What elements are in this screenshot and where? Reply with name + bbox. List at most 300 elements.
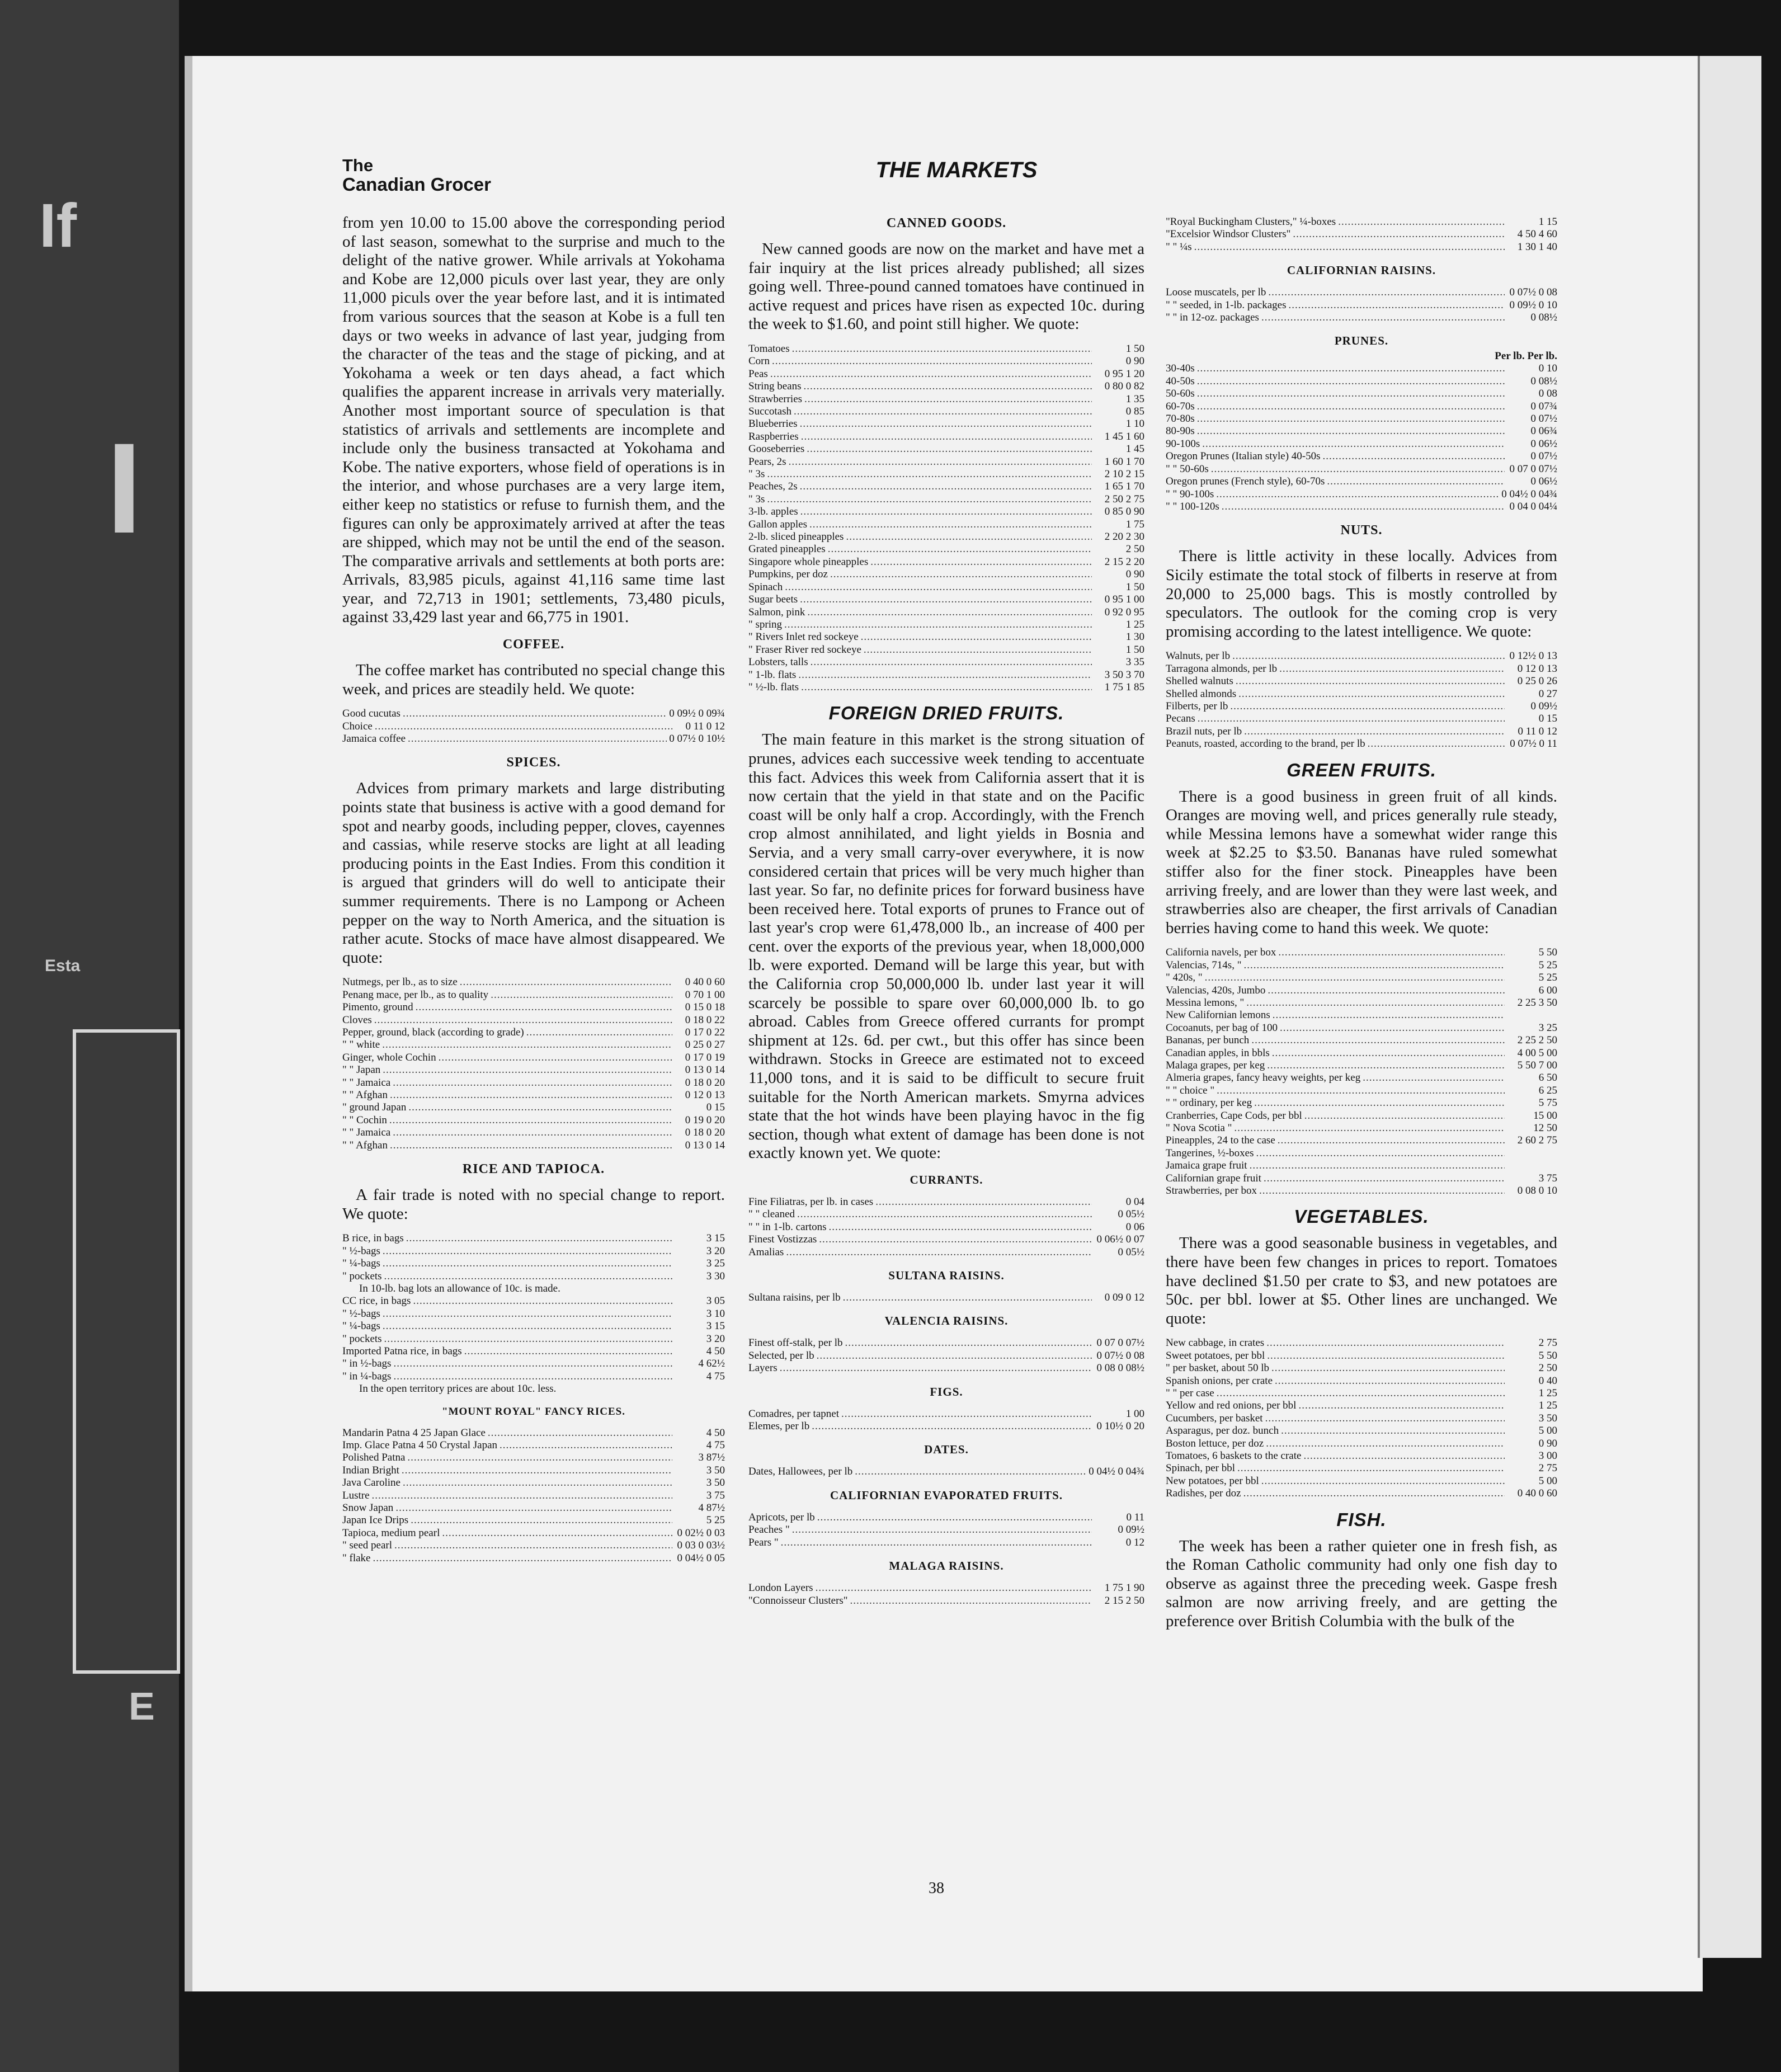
- item-price: 5 25: [1538, 972, 1557, 984]
- item-name: Cranberries, Cape Cods, per bbl: [1166, 1109, 1302, 1122]
- dot-leader: [875, 1196, 1092, 1208]
- dot-leader: [780, 1362, 1092, 1374]
- item-price: 4 00 5 00: [1517, 1047, 1557, 1059]
- dot-leader: [1266, 1438, 1505, 1450]
- item-price: 0 11: [1126, 1511, 1144, 1523]
- price-row: [748, 368, 1144, 380]
- price-row: [342, 1089, 725, 1101]
- dot-leader: [395, 1502, 672, 1514]
- price-row: [748, 506, 1144, 518]
- item-price: 0 25 0 26: [1517, 675, 1557, 687]
- dot-leader: [804, 393, 1092, 406]
- price-row: [1166, 663, 1557, 675]
- price-row: [1166, 362, 1557, 375]
- item-name: Peas: [748, 368, 768, 380]
- item-name: " " cleaned: [748, 1208, 795, 1221]
- item-name: Gooseberries: [748, 443, 805, 455]
- item-price: 5 00: [1538, 1425, 1557, 1437]
- dot-leader: [1217, 1387, 1505, 1400]
- item-price: 3 20: [706, 1245, 725, 1257]
- dot-leader: [1259, 1185, 1505, 1197]
- price-row: [748, 456, 1144, 468]
- canned-goods-paragraph: New canned goods are now on the market and have met a fair inquiry at the list prices already published; all sizes going well. Three-pound canned tomatoes have continued in active request and prices have risen as expected 10c. during the week to $1.60, and point still higher. We quote:: [748, 240, 1144, 333]
- dot-leader: [402, 1464, 672, 1477]
- item-name: " " ordinary, per keg: [1166, 1097, 1252, 1109]
- item-price: 15 00: [1533, 1109, 1557, 1122]
- item-name: Peanuts, roasted, according to the brand, per lb: [1166, 738, 1365, 750]
- price-row: [342, 1502, 725, 1514]
- green-fruits-paragraph: There is a good business in green fruit of all kinds. Oranges are moving well, and prices generally rule steady, while Messina lemons have a somewhat wider range this week at $2.25 to $3.50. Bananas have ruled somewhat stiffer also for the finer stock. Pineapples have been arriving freely, and are lower than they were last week, and strawberries also are cheaper, the first arrivals of Canadian berries having come to hand this week. We quote:: [1166, 787, 1557, 937]
- dot-leader: [800, 506, 1092, 518]
- item-name: Spinach: [748, 581, 783, 593]
- dot-leader: [383, 1320, 672, 1332]
- item-name: " " Afghan: [342, 1139, 388, 1151]
- item-price: 2 75: [1538, 1337, 1557, 1349]
- price-row: [748, 1408, 1144, 1420]
- item-name: Loose muscatels, per lb: [1166, 286, 1266, 299]
- item-name: " in ¼-bags: [342, 1370, 392, 1382]
- item-name: Pears, 2s: [748, 455, 786, 468]
- dot-leader: [1244, 726, 1505, 738]
- price-row: [1166, 1400, 1557, 1412]
- item-name: Pineapples, 24 to the case: [1166, 1134, 1275, 1147]
- rice-note-2: In the open territory prices are about 10c. less.: [359, 1383, 557, 1395]
- journal-line-2: Canadian Grocer: [342, 174, 491, 195]
- item-name: Dates, Hallowees, per lb: [748, 1466, 853, 1478]
- item-price: 1 75: [1125, 518, 1144, 530]
- price-row: [342, 1539, 725, 1552]
- dot-leader: [383, 1308, 672, 1320]
- item-name: Shelled almonds: [1166, 687, 1237, 700]
- dot-leader: [1280, 1022, 1505, 1034]
- dot-leader: [1216, 488, 1499, 501]
- dot-leader: [1264, 1172, 1505, 1185]
- price-row: [1166, 1072, 1557, 1084]
- item-price: 0 04: [1125, 1196, 1144, 1208]
- price-row: [748, 1362, 1144, 1374]
- dot-leader: [1327, 475, 1505, 488]
- price-row: [748, 656, 1144, 668]
- item-name: Tangerines, ½-boxes: [1166, 1147, 1254, 1159]
- dot-leader: [526, 1026, 672, 1039]
- price-row: [342, 1464, 725, 1477]
- item-name: " " seeded, in 1-lb. packages: [1166, 299, 1287, 311]
- spices-heading: SPICES.: [506, 755, 561, 770]
- dot-leader: [1304, 1110, 1505, 1122]
- price-row: [342, 1270, 725, 1283]
- item-name: Finest Vostizzas: [748, 1233, 817, 1246]
- item-name: " Rivers Inlet red sockeye: [748, 631, 859, 643]
- item-price: 1 75 1 85: [1104, 681, 1144, 693]
- item-name: Amalias: [748, 1246, 784, 1258]
- item-price: 5 00: [1538, 1475, 1557, 1487]
- item-price: 5 75: [1538, 1097, 1557, 1109]
- dot-leader: [407, 1452, 672, 1464]
- item-name: " seed pearl: [342, 1539, 392, 1552]
- rice-price-list-2: [342, 1295, 725, 1383]
- price-row: [748, 568, 1144, 581]
- item-name: Canadian apples, in bbls: [1166, 1047, 1270, 1059]
- item-price: 0 10: [1538, 362, 1557, 375]
- price-row: [342, 1039, 725, 1051]
- item-price: 4 50 4 60: [1517, 228, 1557, 241]
- dot-leader: [1261, 1475, 1505, 1487]
- tea-paragraph: from yen 10.00 to 15.00 above the corresponding period of last season, somewhat to the surprise and much to the delight of the native grower. While arrivals at Yokohama and Kobe are 12,000 piculs over last year, they are only 11,000 piculs over the year before last, and it is intimated from various sources that the season at Kobe is a full ten days or two weeks in advance of last year, judging from the character of the teas and the stage of picking, and at Yokohama a week or ten days ahead, a fact which qualifies the apparent increase in arrivals very materially. Another most important source of speculation is that statistics of arrivals and settlements are incomplete and include only the business transacted at Yokohama and Kobe. The native exporters, whose field of operations is in the interior, and whose purchases are a very large item, either keep no statistics or refuse to furnish them, and the figures can only be approximately arrived at after the teas are shipped, which may not be until the end of the season. The comparative arrivals and settlements at both ports are: Arrivals, 83,985 piculs, against 41,116 same time last year, and 72,713 in 1901; settlements, 73,480 piculs, against 33,429 last year and 66,775 in 1901.: [342, 214, 725, 627]
- dot-leader: [1217, 1085, 1505, 1097]
- evaporated-price-list: [748, 1511, 1144, 1549]
- item-name: Sweet potatoes, per bbl: [1166, 1349, 1265, 1362]
- item-name: Yellow and red onions, per bbl: [1166, 1400, 1297, 1412]
- price-row: [342, 1001, 725, 1014]
- item-price: 2 75: [1538, 1462, 1557, 1475]
- item-price: 0 06: [1125, 1221, 1144, 1233]
- item-name: Valencias, 714s, ": [1166, 959, 1242, 971]
- item-name: "Connoisseur Clusters": [748, 1594, 848, 1607]
- price-row: [1166, 312, 1557, 324]
- dot-leader: [403, 1477, 672, 1489]
- spices-paragraph: Advices from primary markets and large distributing points state that business is active with a good demand for spot and nearby goods, including pepper, cloves, cayennes and cassias, while reserve stocks are light at all leading producing points in the East Indies. From this condition it is argued that grinders will do well to anticipate their summer requirements. There is no Lampong or Acheen pepper on the way to North America, and the situation is rather acute. Stocks of mace have almost disappeared. We quote:: [342, 779, 725, 967]
- item-price: 1 25: [1125, 618, 1144, 630]
- price-row: [748, 543, 1144, 555]
- dot-leader: [406, 1232, 672, 1245]
- dot-leader: [817, 1350, 1092, 1362]
- price-row: [342, 1114, 725, 1127]
- item-price: 1 30 1 40: [1517, 241, 1557, 253]
- item-price: 2 15 2 50: [1104, 1594, 1144, 1607]
- dot-leader: [1250, 1160, 1505, 1172]
- item-name: 70-80s: [1166, 413, 1195, 425]
- price-row: [342, 1014, 725, 1026]
- coffee-paragraph: The coffee market has contributed no special change this week, and prices are steadily held. We quote:: [342, 661, 725, 698]
- price-row: [342, 1514, 725, 1527]
- item-name: Choice: [342, 720, 373, 732]
- dot-leader: [1272, 1047, 1505, 1059]
- price-row: [1166, 726, 1557, 738]
- price-row: [748, 1511, 1144, 1524]
- column-3: [1166, 214, 1557, 1640]
- clusters-price-list: [1166, 216, 1557, 253]
- item-name: Succotash: [748, 406, 792, 417]
- item-price: 0 09½: [1118, 1524, 1144, 1536]
- price-row: [1166, 488, 1557, 501]
- price-row: [1166, 1047, 1557, 1059]
- dot-leader: [770, 368, 1092, 380]
- dot-leader: [800, 481, 1092, 493]
- price-row: [1166, 1362, 1557, 1374]
- item-name: " " in 12-oz. packages: [1166, 312, 1259, 324]
- malaga-price-list: [748, 1582, 1144, 1607]
- price-row: [1166, 438, 1557, 450]
- item-name: " Nova Scotia ": [1166, 1122, 1232, 1134]
- item-name: California navels, per box: [1166, 946, 1276, 959]
- item-price: 0 07¾: [1530, 400, 1557, 412]
- item-price: 0 07½: [1530, 450, 1557, 463]
- item-name: " flake: [342, 1552, 371, 1564]
- page-edge: [1698, 56, 1761, 1958]
- price-row: [748, 1208, 1144, 1221]
- prunes-heading: PRUNES.: [1334, 334, 1389, 348]
- item-price: 5 50 7 00: [1517, 1059, 1557, 1071]
- figs-price-list: [748, 1408, 1144, 1433]
- item-name: " 1-lb. flats: [748, 668, 797, 681]
- dot-leader: [850, 1595, 1092, 1607]
- price-row: [342, 1371, 725, 1383]
- price-row: [1166, 700, 1557, 713]
- item-price: 0 40 0 60: [685, 976, 725, 988]
- price-row: [1166, 1475, 1557, 1487]
- item-price: 3 10: [706, 1307, 725, 1320]
- journal-name: [342, 157, 491, 195]
- item-name: Good cucutas: [342, 708, 401, 720]
- dot-leader: [855, 1466, 1086, 1478]
- item-price: 0 85 0 90: [1104, 506, 1144, 518]
- price-row: [1166, 216, 1557, 228]
- item-price: 1 15: [1538, 216, 1557, 228]
- item-price: 6 00: [1538, 984, 1557, 996]
- item-price: 1 50: [1125, 581, 1144, 593]
- price-row: [1166, 228, 1557, 241]
- item-price: 0 18 0 20: [685, 1076, 725, 1089]
- dot-leader: [1222, 501, 1505, 513]
- mount-royal-price-list: [342, 1427, 725, 1565]
- item-price: 0 06½ 0 07: [1096, 1233, 1144, 1246]
- dot-leader: [1254, 1097, 1505, 1109]
- price-row: [1166, 501, 1557, 513]
- price-row: [1166, 1160, 1557, 1172]
- price-row: [748, 406, 1144, 418]
- mount-royal-heading: "MOUNT ROYAL" FANCY RICES.: [442, 1405, 625, 1418]
- price-row: [342, 1127, 725, 1139]
- nuts-price-list: [1166, 650, 1557, 750]
- item-price: 0 09 0 12: [1104, 1292, 1144, 1304]
- item-name: Imported Patna rice, in bags: [342, 1345, 462, 1357]
- dot-leader: [767, 493, 1092, 506]
- item-price: 6 25: [1538, 1084, 1557, 1096]
- item-price: 0 17 0 22: [685, 1026, 725, 1039]
- dot-leader: [794, 406, 1092, 418]
- price-row: [748, 669, 1144, 681]
- dot-leader: [1205, 972, 1505, 984]
- dot-leader: [1368, 738, 1505, 750]
- item-price: 3 15: [706, 1232, 725, 1245]
- dot-leader: [1281, 1425, 1505, 1437]
- item-name: " " 50-60s: [1166, 463, 1209, 475]
- prunes-price-list: [1166, 362, 1557, 513]
- price-row: [748, 493, 1144, 506]
- dot-leader: [843, 1292, 1092, 1304]
- price-row: [1166, 1097, 1557, 1109]
- dot-leader: [803, 380, 1092, 393]
- adjacent-page-strip: [0, 0, 179, 2072]
- item-name: " " Jamaica: [342, 1127, 391, 1139]
- item-name: Indian Bright: [342, 1464, 399, 1476]
- price-row: [342, 1527, 725, 1539]
- journal-line-1: The: [342, 156, 374, 175]
- item-name: Fine Filiatras, per lb. in cases: [748, 1196, 874, 1208]
- item-price: 4 50: [706, 1426, 725, 1439]
- price-row: [342, 1101, 725, 1114]
- item-name: Sugar beets: [748, 594, 798, 606]
- item-price: 2 15 2 20: [1104, 555, 1144, 568]
- dot-leader: [393, 1371, 672, 1383]
- item-name: Tapioca, medium pearl: [342, 1527, 440, 1539]
- item-price: 4 62½: [698, 1358, 725, 1370]
- item-price: 0 03 0 03½: [677, 1539, 725, 1552]
- price-row: [342, 733, 725, 745]
- item-price: 1 60 1 70: [1104, 455, 1144, 468]
- item-price: 0 12 0 13: [685, 1089, 725, 1101]
- item-name: Strawberries, per box: [1166, 1185, 1257, 1197]
- item-name: " ½-lb. flats: [748, 681, 799, 693]
- price-row: [1166, 650, 1557, 662]
- item-name: "Royal Buckingham Clusters," ¼-boxes: [1166, 216, 1336, 228]
- item-price: 0 13 0 14: [685, 1064, 725, 1076]
- item-price: 0 07 0 07½: [1509, 463, 1557, 475]
- dot-leader: [786, 1246, 1092, 1259]
- dot-leader: [382, 1039, 672, 1051]
- price-row: [1166, 1122, 1557, 1134]
- item-price: 2 10 2 15: [1104, 468, 1144, 481]
- item-name: Jamaica grape fruit: [1166, 1160, 1247, 1172]
- dot-leader: [1298, 1400, 1505, 1412]
- item-name: Layers: [748, 1362, 778, 1374]
- item-price: 3 75: [706, 1489, 725, 1501]
- price-row: [1166, 959, 1557, 972]
- price-row: [1166, 1172, 1557, 1185]
- price-row: [748, 1524, 1144, 1536]
- item-name: " ground Japan: [342, 1101, 407, 1114]
- item-name: Pumpkins, per doz: [748, 568, 828, 581]
- dot-leader: [784, 619, 1092, 631]
- price-row: [342, 1026, 725, 1039]
- item-name: " " 90-100s: [1166, 488, 1214, 500]
- dot-leader: [817, 1511, 1092, 1524]
- item-name: " ½-bags: [342, 1307, 380, 1320]
- item-price: 4 87½: [698, 1502, 725, 1514]
- price-row: [748, 1292, 1144, 1304]
- prunes-column-header: Per lb. Per lb.: [1495, 350, 1557, 362]
- dot-leader: [1273, 1009, 1505, 1021]
- dot-leader: [1268, 985, 1505, 997]
- item-price: 0 08½: [1530, 312, 1557, 324]
- dot-leader: [1293, 228, 1505, 241]
- item-name: Tomatoes: [748, 342, 790, 355]
- item-name: " " Cochin: [342, 1114, 387, 1126]
- price-row: [342, 1345, 725, 1358]
- price-row: [342, 1245, 725, 1258]
- price-row: [748, 594, 1144, 606]
- item-price: 4 75: [706, 1370, 725, 1382]
- price-row: [1166, 1375, 1557, 1387]
- price-row: [1166, 1387, 1557, 1400]
- dot-leader: [1197, 425, 1505, 437]
- price-row: [748, 1537, 1144, 1549]
- item-price: 3 35: [1125, 656, 1144, 668]
- item-name: " in ½-bags: [342, 1358, 392, 1370]
- item-name: Peaches ": [748, 1524, 790, 1536]
- item-price: 2 60 2 75: [1517, 1134, 1557, 1147]
- dot-leader: [373, 1552, 672, 1565]
- item-name: Californian grape fruit: [1166, 1172, 1261, 1184]
- item-name: Oregon Prunes (Italian style) 40-50s: [1166, 450, 1321, 463]
- item-price: 0 15 0 18: [685, 1001, 725, 1014]
- item-price: 12 50: [1533, 1122, 1557, 1134]
- dot-leader: [1246, 997, 1505, 1009]
- item-price: 3 25: [706, 1258, 725, 1270]
- item-name: Pepper, ground, black (according to grade): [342, 1026, 524, 1039]
- dot-leader: [383, 1258, 672, 1270]
- currants-heading: CURRANTS.: [910, 1173, 983, 1186]
- item-name: " pockets: [342, 1270, 382, 1282]
- price-row: [1166, 675, 1557, 687]
- dot-leader: [439, 1052, 672, 1064]
- item-price: 0 80 0 82: [1104, 380, 1144, 393]
- item-name: " " per case: [1166, 1387, 1214, 1399]
- dot-leader: [383, 1064, 672, 1076]
- item-name: " ½-bags: [342, 1245, 380, 1257]
- item-price: 0 40: [1538, 1374, 1557, 1387]
- price-row: [1166, 450, 1557, 463]
- item-price: 3 75: [1538, 1172, 1557, 1184]
- dot-leader: [772, 355, 1092, 368]
- ghost-text-d: E: [129, 1684, 155, 1728]
- item-name: Almeria grapes, fancy heavy weights, per keg: [1166, 1072, 1361, 1084]
- dot-leader: [829, 1221, 1092, 1233]
- price-row: [1166, 401, 1557, 413]
- price-row: [748, 531, 1144, 543]
- item-price: 0 15: [1538, 713, 1557, 725]
- price-row: [748, 380, 1144, 393]
- price-row: [342, 976, 725, 988]
- item-price: 0 95 1 00: [1104, 594, 1144, 606]
- dot-leader: [800, 418, 1092, 430]
- item-price: 2 25 3 50: [1517, 996, 1557, 1009]
- price-row: [748, 1350, 1144, 1362]
- price-row: [1166, 946, 1557, 959]
- dot-leader: [1230, 700, 1505, 713]
- price-row: [748, 1466, 1144, 1478]
- ghost-text-c: Esta: [45, 957, 81, 975]
- dot-leader: [1279, 663, 1505, 675]
- price-row: [748, 1196, 1144, 1208]
- item-price: 0 15: [706, 1101, 725, 1114]
- price-row: [1166, 985, 1557, 997]
- item-price: 2 25 2 50: [1517, 1034, 1557, 1047]
- price-row: [1166, 475, 1557, 488]
- price-row: [342, 1295, 725, 1307]
- ghost-text-b: I: [106, 416, 142, 560]
- price-row: [748, 556, 1144, 568]
- price-row: [748, 1221, 1144, 1233]
- item-name: 2-lb. sliced pineapples: [748, 531, 844, 543]
- item-price: 1 75 1 90: [1104, 1582, 1144, 1594]
- item-name: " per basket, about 50 lb: [1166, 1362, 1270, 1374]
- item-name: Grated pineapples: [748, 543, 826, 555]
- dot-leader: [861, 631, 1092, 643]
- item-price: 0 07½ 0 08: [1509, 286, 1557, 299]
- dot-leader: [393, 1077, 672, 1089]
- price-row: [748, 443, 1144, 455]
- item-price: 5 50: [1538, 1349, 1557, 1362]
- item-name: 30-40s: [1166, 362, 1195, 375]
- price-row: [748, 355, 1144, 368]
- dot-leader: [798, 669, 1092, 681]
- item-price: 0 07½ 0 11: [1510, 738, 1557, 750]
- item-name: Java Caroline: [342, 1477, 401, 1489]
- item-price: 3 05: [706, 1295, 725, 1307]
- item-name: Cloves: [342, 1014, 372, 1026]
- dot-leader: [1243, 1487, 1505, 1500]
